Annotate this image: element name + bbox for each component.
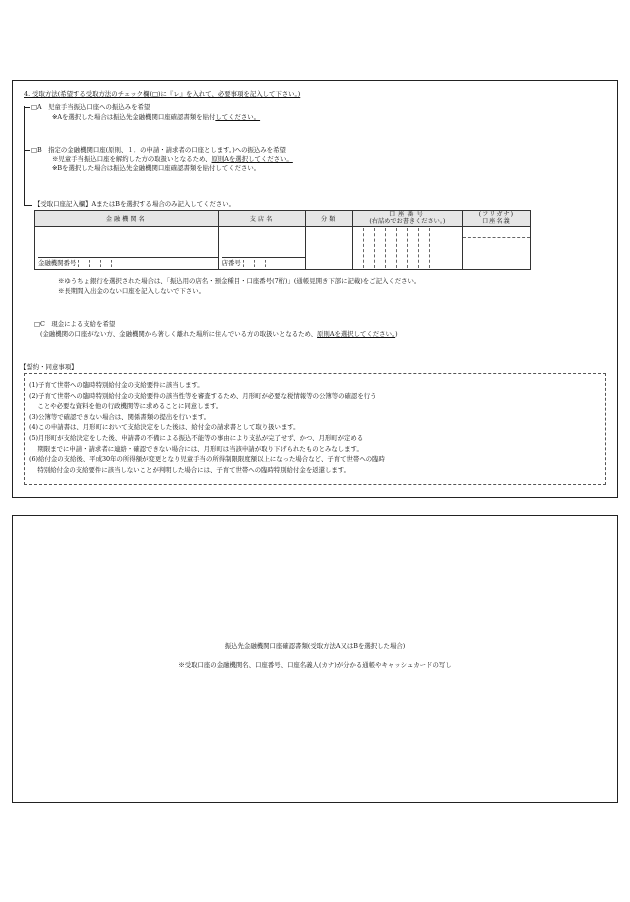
- option-a-note: ※Aを選択した場合は振込先金融機関口座確認書類を貼付してください。: [52, 113, 261, 121]
- account-number-field[interactable]: [352, 226, 462, 269]
- account-type-field[interactable]: [306, 226, 352, 269]
- bank-code-row[interactable]: [38, 257, 218, 268]
- bracket-hook-b: [24, 150, 30, 151]
- bracket-hook-a: [24, 107, 30, 108]
- attachment-area: [12, 515, 618, 803]
- agreement-item: (3)公簿等で確認できない場合は、関係書類の提出を行います。: [29, 412, 211, 421]
- col-account-number: 口座番号 (右詰めでお書きください。): [352, 211, 462, 227]
- option-b-note1: ※児童手当振込口座を解約した方の取扱いとなるため、原則Aを選択してください。: [52, 155, 293, 163]
- account-holder-field[interactable]: [462, 226, 530, 269]
- agreement-item: (6)給付金の支給後、平成30年の所得額が変更となり児童手当の所得制限限度額以上になった場合など、子育て世帯への臨時: [29, 455, 385, 464]
- branch-code-label: 店番号: [221, 259, 241, 268]
- option-c-note: (金融機関の口座がない方、金融機関から著しく離れた場所に住んでいる方の取扱いとなるため、原則Aを選択してください。): [40, 330, 398, 338]
- agreement-item: 期限までに申請・請求者に連絡・確認できない場合には、月形町は当該申請が取り下げられたものとみなします。: [29, 444, 363, 453]
- col-account-holder: (フリガナ) 口座名義: [462, 211, 530, 227]
- bank-code-label: 金融機関番号: [38, 259, 77, 268]
- agreement-box: [24, 373, 606, 485]
- option-a-checkbox[interactable]: □A 児童手当振込口座への振込みを希望: [31, 103, 151, 111]
- option-b-note2: ※Bを選択した場合は振込先金融機関口座確認書類を貼付してください。: [52, 164, 261, 172]
- section4-title: 4. 受取方法(希望する受取方法のチェック欄(□)に『レ』を入れて、必要事項を記入して下さい。): [24, 90, 301, 98]
- col-type: 分類: [306, 211, 352, 227]
- account-note-dormant: ※長期間入出金のない口座を記入しないで下さい。: [58, 287, 205, 295]
- account-heading: 【受取口座記入欄】AまたはBを選択する場合のみ記入してください。: [34, 200, 236, 208]
- bracket-line: [24, 106, 25, 206]
- account-table: [34, 210, 531, 270]
- col-bank-name: 金融機関名: [35, 211, 219, 227]
- attachment-note: ※受取口座の金融機関名、口座番号、口座名義人(カナ)が分かる通帳やキャッシュカードの写し: [178, 661, 452, 669]
- account-note-yucho: ※ゆうちょ銀行を選択された場合は、「振込用の店名・預金種目・口座番号(7桁)」(通帳見開き下部に記載)をご記入ください。: [58, 277, 421, 285]
- agreement-item: (1)子育て世帯への臨時特別給付金の支給要件に該当します。: [29, 381, 204, 389]
- branch-name-field[interactable]: [218, 226, 306, 269]
- bank-name-field[interactable]: [35, 226, 219, 269]
- agreement-item: (5)月形町が支給決定をした後、申請書の不備による振込不能等の事由により支払が完了せず、かつ、月形町が定める: [29, 433, 364, 442]
- branch-code-row[interactable]: [222, 257, 305, 268]
- agreement-item: 特別給付金の支給要件に該当しないことが判明した場合には、子育て世帯への臨時特別給付金を返還します。: [29, 465, 351, 474]
- option-c-checkbox[interactable]: □C 現金による支給を希望: [34, 320, 116, 328]
- attachment-title: 振込先金融機関口座確認書類(受取方法A又はBを選択した場合): [224, 642, 406, 650]
- agreement-item: ことや必要な資料を他の行政機関等に求めることに同意します。: [29, 402, 223, 411]
- agreement-item: (4)この申請書は、月形町において支給決定をした後は、給付金の請求書として取り扱います。: [29, 423, 300, 432]
- agreement-item: (2)子育て世帯への臨時特別給付金の支給要件の該当性等を審査するため、月形町が必要な税情報等の公簿等の確認を行う: [29, 391, 377, 400]
- agreement-heading: 【誓約・同意事項】: [20, 363, 78, 371]
- agreement-list: [29, 380, 385, 475]
- bracket-hook-account: [24, 205, 32, 206]
- option-b-checkbox[interactable]: □B 指定の金融機関口座(原則、１．の申請・請求者の口座とします。)への振込みを希望: [31, 146, 286, 154]
- col-branch-name: 支店名: [218, 211, 306, 227]
